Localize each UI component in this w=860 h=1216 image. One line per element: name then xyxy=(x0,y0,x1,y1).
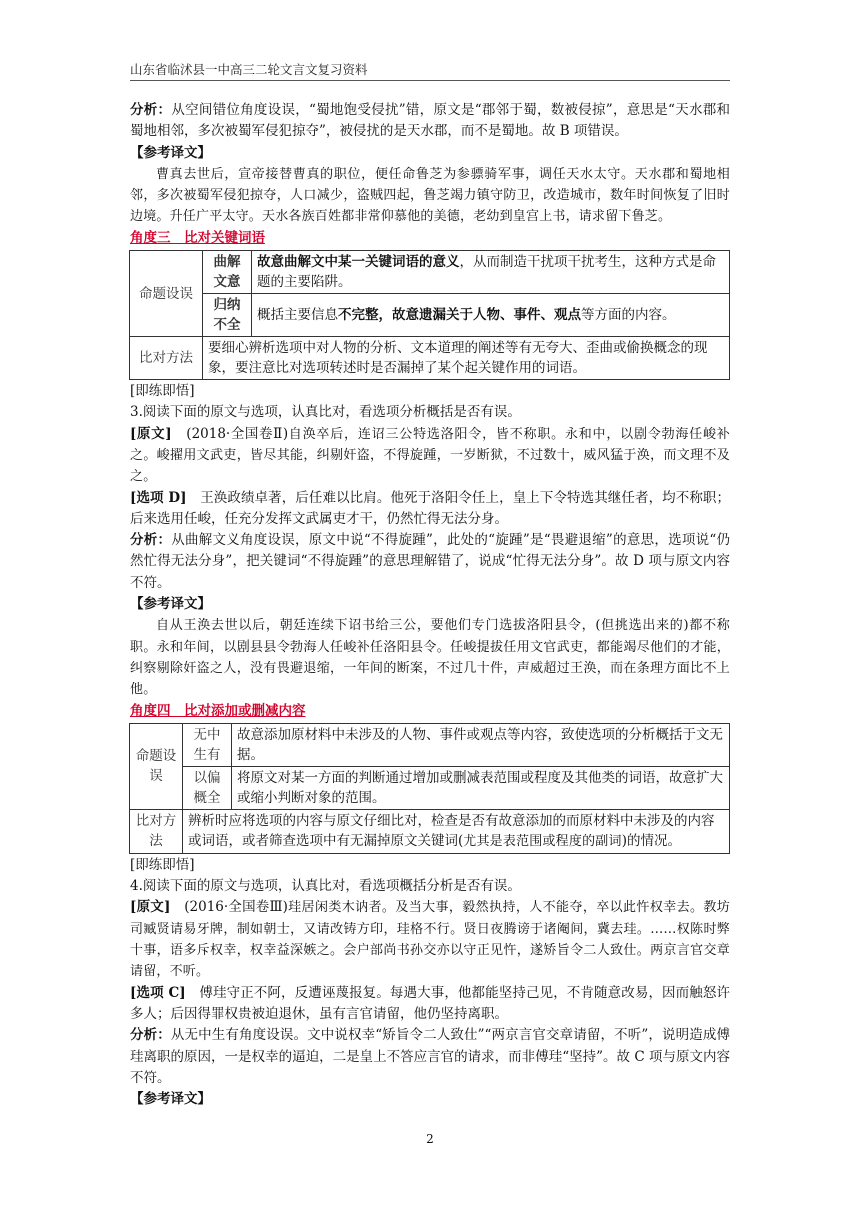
angle4-table xyxy=(129,723,730,854)
reference-heading: 【参考译文】 xyxy=(130,144,211,161)
angle-heading-3 xyxy=(130,228,730,249)
option-label: [选项 C] xyxy=(130,984,186,1001)
practice-label: [即练即悟] xyxy=(130,383,195,400)
option-paragraph xyxy=(130,983,730,1026)
table-cell-mingti: 命题设误 xyxy=(130,251,203,337)
page-number: 2 xyxy=(426,1132,434,1146)
desc-text: 等方面的内容。 xyxy=(581,307,676,324)
source-text: 自涣卒后，连诏三公特选洛阳令，皆不称职。永和中，以剧令勃海任峻补之。峻擢用文武吏，皆尽其能，纠剔奸盗，不得旋踵，一岁断狱，不过数十，威风猛于涣，而文理不及之。 xyxy=(130,426,730,485)
analysis-paragraph xyxy=(130,530,730,594)
angle-title: 比对添加或删减内容 xyxy=(184,702,306,719)
angle-title: 比对关键词语 xyxy=(184,229,265,246)
source-label: [原文] xyxy=(130,899,171,916)
table-cell-desc-2: 将原文对某一方面的判断通过增加或删减表范围或程度及其他类的词语，故意扩大或缩小判断对象的范围。 xyxy=(232,766,730,809)
tag-wuzhong: 无中生有 xyxy=(183,723,232,766)
method-text: 辨析时应将选项的内容与原文仔细比对，检查是否有故意添加的而原材料中未涉及的内容或词语，或者筛查选项中有无漏掉原文关键词( xyxy=(188,812,715,849)
page-header: 山东省临沭县一中高三二轮文言文复习资料 xyxy=(130,62,368,77)
angle-prefix: 角度三 xyxy=(130,229,184,246)
source-text: 珪居闲类木讷者。及当大事，毅然执持，人不能夺，卒以此忤权幸去。教坊司臧贤请易牙牌，制如朝士，又请改铸方印，珪格不行。贤日夜腾谤于诸阉间，冀去珪。……权陈时弊十事，语多斥权幸，权幸益深嫉之。会户部尚书孙交亦以守正见忤，遂矫旨令二人致仕。两京言官交章请留，不听。 xyxy=(130,900,731,980)
analysis-label: 分析： xyxy=(130,102,172,118)
practice-label: [即练即悟] xyxy=(130,856,195,873)
table-cell-bidui: 比对方法 xyxy=(130,809,183,853)
source-tag: (2016·全国卷Ⅲ) xyxy=(170,899,288,916)
analysis-text: 从无中生有角度设误。文中说权幸“矫旨令二人致仕”“两京言官交章请留，不听”，说明造成傅珪离职的原因，一是权幸的逼迫，二是皇上不答应言官的请求，而非傅珪“坚持”。故 C 项与原文内容不符。 xyxy=(130,1027,731,1086)
option-text: 王涣政绩卓著，后任难以比肩。他死于洛阳令任上，皇上下令特选其继任者，均不称职；后来选用任峻，任充分发挥文武属吏才干，仍然忙得无法分身。 xyxy=(130,489,730,527)
reference-translation: 曹真去世后，宣帝接替曹真的职位，便任命鲁芝为参骠骑军事，调任天水太守。天水郡和蜀地相邻，多次被蜀军侵犯掠夺，人口减少，盗贼四起，鲁芝竭力镇守防卫，改造城市，数年时间恢复了旧时边境。升任广平太守。天水各族百姓都非常仰慕他的美德，老幼到皇宫上书，请求留下鲁芝。 xyxy=(130,166,730,225)
option-paragraph xyxy=(130,488,730,531)
option-text: 傅珪守正不阿，反遭诬蔑报复。每遇大事，他都能坚持己见，不肯随意改易，因而触怒许多人；后因得罪权贵被迫退休，虽有言官请留，他仍坚持离职。 xyxy=(130,984,730,1022)
reference-heading: 【参考译文】 xyxy=(130,596,211,613)
source-tag: (2018·全国卷Ⅱ) xyxy=(171,425,289,442)
desc-bold: 不完整，故意遗漏关于人物、事件、观点 xyxy=(338,307,581,324)
analysis-paragraph xyxy=(130,100,730,143)
question-text: 3.阅读下面的原文与选项，认真比对，看选项分析概括是否有误。 xyxy=(130,404,521,421)
tag-guina: 归纳不全 xyxy=(203,294,252,337)
method-text: )的情况。 xyxy=(621,832,681,849)
table-cell-desc-2 xyxy=(252,294,730,337)
source-paragraph xyxy=(130,897,730,982)
tag-quji: 曲解文意 xyxy=(203,251,252,294)
analysis-paragraph xyxy=(130,1025,730,1089)
source-label: [原文] xyxy=(130,425,172,442)
reference-heading: 【参考译文】 xyxy=(130,1091,211,1108)
analysis-text: 从空间错位角度设误，“蜀地饱受侵扰”错，原文是“郡邻于蜀，数被侵掠”，意思是“天水郡和蜀地相邻，多次被蜀军侵犯掠夺”，被侵扰的是天水郡，而不是蜀地。故 B 项错误。 xyxy=(130,102,731,140)
desc-bold: 故意曲解文中某一关键词语的意义 xyxy=(257,254,460,271)
angle-heading-4 xyxy=(130,701,730,722)
table-cell-bidui: 比对方法 xyxy=(130,337,203,380)
analysis-label: 分析： xyxy=(130,1027,171,1044)
option-label: [选项 D] xyxy=(130,489,187,506)
analysis-text: 从曲解文义角度设误，原文中说“不得旋踵”，此处的“旋踵”是“畏避退缩”的意思，选项说“仍然忙得无法分身”，把关键词“不得旋踵”的意思理解错了，说成“忙得无法分身”。故 D 项与原文内容不符。 xyxy=(130,532,731,591)
source-paragraph xyxy=(130,424,730,488)
table-cell-method xyxy=(183,809,730,853)
reference-translation: 自从王涣去世以后，朝廷连续下诏书给三公，要他们专门选拔洛阳县令，(但挑选出来的)都不称职。永和年间，以剧县县令勃海人任峻补任洛阳县令。任峻提拔任用文官武吏，都能竭尽他们的才能，纠察剔除奸盗之人，没有畏避退缩，一年间的断案，不过几十件，声威超过王涣，而在条理方面比不上他。 xyxy=(130,618,730,698)
tag-yipian: 以偏概全 xyxy=(183,766,232,809)
desc-text: ，从而制造干扰项干扰考生，这种方式是命题的主要陷阱。 xyxy=(257,254,716,291)
method-emphasis: 尤其是表范围或程度的副词 xyxy=(463,833,622,849)
header-divider xyxy=(130,80,730,81)
table-cell-desc-1: 故意添加原材料中未涉及的人物、事件或观点等内容，致使选项的分析概括于文无据。 xyxy=(232,723,730,766)
desc-text: 概括主要信息 xyxy=(257,307,338,324)
table-cell-mingti: 命题设误 xyxy=(130,723,183,809)
table-cell-method: 要细心辨析选项中对人物的分析、文本道理的阐述等有无夸大、歪曲或偷换概念的现象，要注意比对选项转述时是否漏掉了某个起关键作用的词语。 xyxy=(203,337,730,380)
document-body xyxy=(130,100,730,1110)
angle-prefix: 角度四 xyxy=(130,702,184,719)
table-cell-desc-1 xyxy=(252,251,730,294)
analysis-label: 分析： xyxy=(130,532,172,549)
question-text: 4.阅读下面的原文与选项，认真比对，看选项概括分析是否有误。 xyxy=(130,878,521,895)
angle3-table xyxy=(129,250,730,380)
